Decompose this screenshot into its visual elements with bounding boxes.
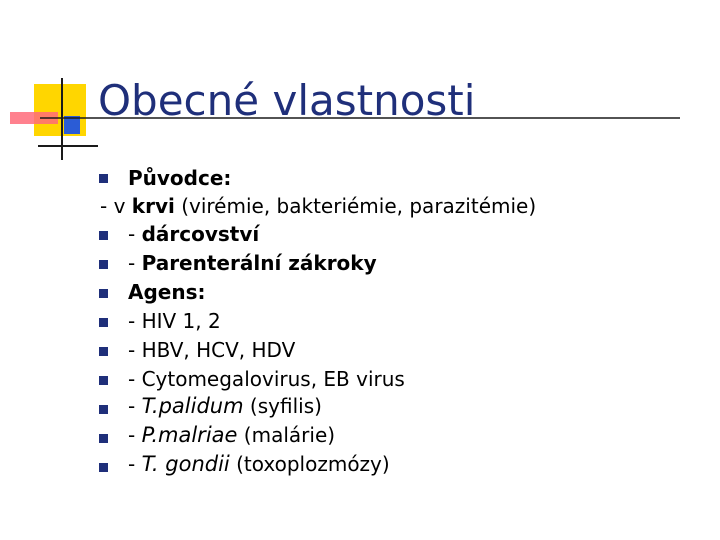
list-item — [128, 367, 405, 391]
item-text: (virémie, bakteriémie, parazitémie) — [174, 194, 537, 218]
item-prefix: - — [128, 423, 142, 447]
bullet-icon — [99, 347, 108, 356]
list-item — [128, 222, 259, 246]
list-item — [128, 452, 390, 476]
list-item — [128, 394, 322, 418]
bullet-icon — [99, 289, 108, 298]
item-bold-text: dárcovství — [141, 222, 260, 246]
list-item — [128, 423, 335, 447]
item-italic-text: P.malriae — [141, 423, 238, 447]
item-text: - Cytomegalovirus, EB virus — [128, 367, 405, 391]
bullet-icon — [99, 434, 108, 443]
item-prefix: - — [128, 251, 142, 275]
item-bold-text: Původce: — [128, 166, 232, 190]
item-text: - HBV, HCV, HDV — [128, 338, 296, 362]
item-prefix: - — [128, 222, 142, 246]
bullet-icon — [99, 405, 108, 414]
bullet-icon — [99, 463, 108, 472]
list-item — [128, 309, 221, 333]
item-bold-text: krvi — [131, 194, 175, 218]
bullet-icon — [99, 174, 108, 183]
item-bold-text: Agens: — [128, 280, 206, 304]
bullet-icon — [99, 231, 108, 240]
item-italic-text: T. gondii — [141, 452, 230, 476]
slide-title: Obecné vlastnosti — [98, 76, 476, 125]
bullet-icon — [99, 318, 108, 327]
item-text: - HIV 1, 2 — [128, 309, 221, 333]
item-text: (malárie) — [237, 423, 336, 447]
item-bold-text: Parenterální zákroky — [141, 251, 377, 275]
list-item — [128, 338, 295, 362]
list-item — [128, 251, 377, 275]
item-italic-text: T.palidum — [141, 394, 244, 418]
item-prefix: - — [128, 452, 142, 476]
list-item — [128, 166, 231, 190]
item-text: (syfilis) — [243, 394, 322, 418]
item-prefix: - — [128, 394, 142, 418]
item-prefix: - v — [100, 194, 132, 218]
item-text: (toxoplozmózy) — [229, 452, 390, 476]
list-item — [100, 194, 536, 218]
bullet-icon — [99, 376, 108, 385]
bullet-icon — [99, 260, 108, 269]
list-item — [128, 280, 206, 304]
